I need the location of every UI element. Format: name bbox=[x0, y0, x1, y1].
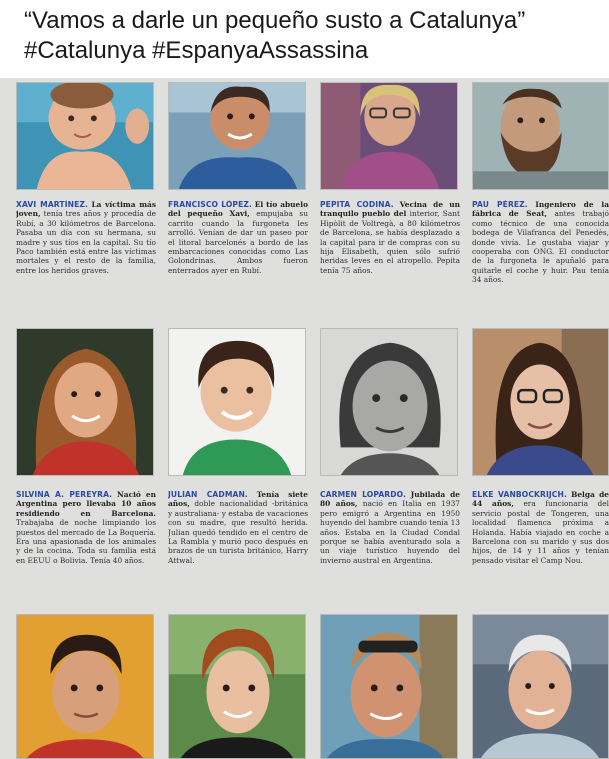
caption-quote: “Vamos a darle un pequeño susto a Catalunya” bbox=[24, 7, 526, 34]
photo-man-sunglasses bbox=[320, 614, 458, 759]
victim-bio: SILVINA A. PEREYRA. Nació en Argentina pero llevaba 10 años residiendo en Barcelona. Trabajaba de noche limpiando los puestos del mercado de La Boquería. Era una apasionada de los animales y de la cocina. Toda su familia está en EEUU o Bolivia. Tenía 40 años. bbox=[16, 490, 156, 565]
photo-boy bbox=[168, 328, 306, 476]
newspaper-clipping bbox=[0, 78, 609, 759]
victim-name: CARMEN LOPARDO. bbox=[320, 490, 407, 499]
photo-elderly-man bbox=[472, 614, 609, 759]
victim-bio: JULIAN CADMAN. Tenía siete años, doble nacionalidad -británica y australiana- y estaba de vacaciones con su madre, que resultó herida. Julian quedó tendido en el centro de La Rambla y murió poco después en brazos de un turista británico, Harry Attwal. bbox=[168, 490, 308, 565]
victim-name: XAVI MARTÍNEZ. bbox=[16, 200, 88, 209]
victim-bio: ELKE VANBOCKRIJCH. Belga de 44 años, era funcionaria del servicio postal de Tongeren, una localidad flamenca próxima a Holanda. Había viajado en coche a Barcelona con su marido y sus dos hijos, de 14 y 11 años y tenían pensado visitar el Camp Nou. bbox=[472, 490, 609, 565]
photo-elderly-woman bbox=[320, 82, 458, 190]
victim-bio: XAVI MARTÍNEZ. La víctima más joven, tenía tres años y procedía de Rubí, a 30 kilómetros de Barcelona. Pasaba un día con su hermana, su madre y sus tíos en la capital. Su tío Paco también está entre las víctimas mortales y el resto de la familia, entre los heridos graves. bbox=[16, 200, 156, 275]
photo-elderly-woman-bw bbox=[320, 328, 458, 476]
photo-older-man bbox=[168, 82, 306, 190]
photo-teen-boy bbox=[168, 614, 306, 759]
victim-name: ELKE VANBOCKRIJCH. bbox=[472, 490, 567, 499]
victim-name: PAU PÉREZ. bbox=[472, 200, 528, 209]
victim-bio: PAU PÉREZ. Ingeniero de la fábrica de Seat, antes trabajó como técnico de una conocida bodega de Vilafranca del Penedès, donde vivía. Le gustaba viajar y cooperaba con ONG. El conductor de la furgoneta le apuñaló para quitarle el coche y huir. Pau tenía 34 años. bbox=[472, 200, 609, 285]
victim-name: JULIAN CADMAN. bbox=[168, 490, 248, 499]
victim-name: SILVINA A. PEREYRA. bbox=[16, 490, 113, 499]
victim-bio: PEPITA CODINA. Vecina de un tranquilo pueblo del interior, Sant Hipòlit de Voltregà, a 80 kilómetros de Barcelona, se había desplazado a la capital para ir de compras con su hija Elisabeth, quien sólo sufrió heridas leves en el atropello. Pepita tenía 75 años. bbox=[320, 200, 460, 275]
victim-name: PEPITA CODINA. bbox=[320, 200, 394, 209]
tweet-caption bbox=[0, 0, 609, 78]
photo-smiling-woman bbox=[16, 328, 154, 476]
photo-young-man bbox=[16, 614, 154, 759]
victim-bio: CARMEN LOPARDO. Jubilada de 80 años, nació en Italia en 1937 pero emigró a Argentina en 1950 huyendo del hambre cuando tenía 13 años. Estaba en la Ciudad Condal porque se había aventurado sola a un viaje turístico huyendo del invierno austral en Argentina. bbox=[320, 490, 460, 565]
victim-name: FRANCISCO LÓPEZ. bbox=[168, 200, 252, 209]
photo-bearded-man bbox=[472, 82, 609, 190]
photo-woman-glasses bbox=[472, 328, 609, 476]
photo-toddler bbox=[16, 82, 154, 190]
victim-bio: FRANCISCO LÓPEZ. El tío abuelo del pequeño Xavi, empujaba su carrito cuando la furgoneta les arrolló. Venían de dar un paseo por el litoral barcelonés a bordo de las embarcaciones conocidas como Las Golondrinas. Ambos fueron enterrados ayer en Rubí. bbox=[168, 200, 308, 275]
caption-hashtags: #Catalunya #EspanyaAssassina bbox=[24, 37, 369, 64]
